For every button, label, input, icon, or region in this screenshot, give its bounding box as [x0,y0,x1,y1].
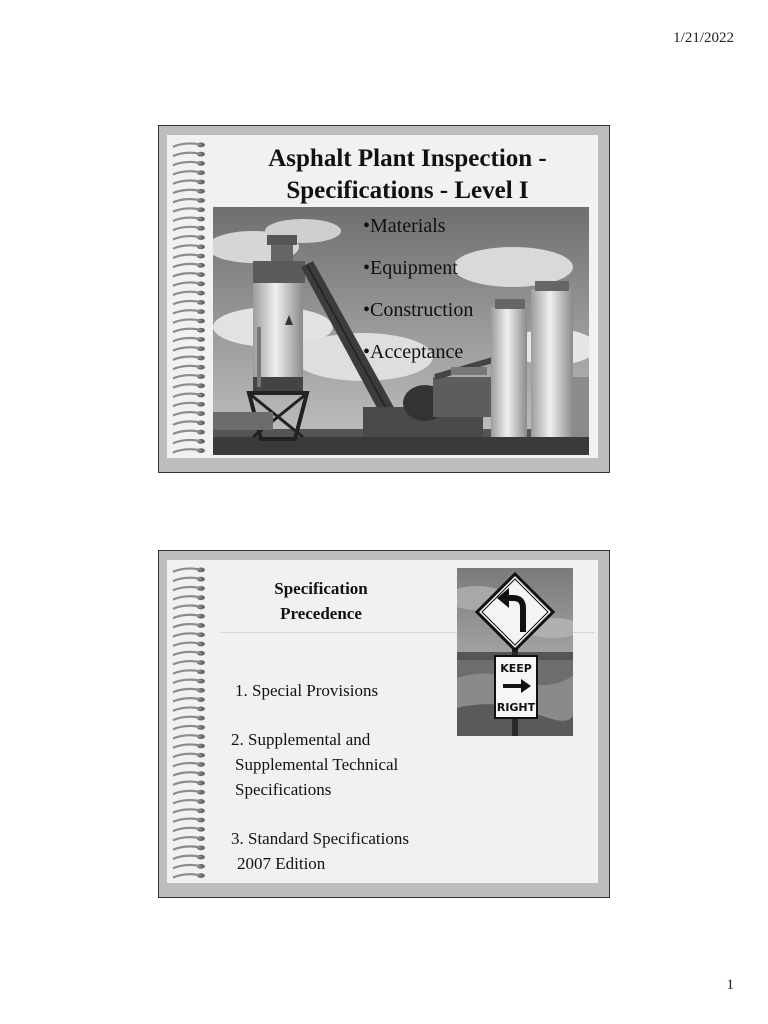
road-sign-photo [457,568,573,736]
spiral-binding-icon [167,139,213,454]
list-item-line: 2007 Edition [237,854,326,873]
precedence-list [231,678,409,883]
slide-1-title-line-2: Specifications - Level I [286,177,529,204]
spiral-binding-icon [167,564,213,879]
list-item [231,727,409,802]
slide-1-title-line-1: Asphalt Plant Inspection - [268,145,547,172]
slide-1-thumbnail [158,125,610,473]
bullet-item: •Equipment [363,257,458,279]
slide-2-thumbnail [158,550,610,898]
bullet-item: •Acceptance [363,341,464,363]
slide-1-bullet-list [363,205,473,373]
slide-1-title [221,143,594,207]
list-item [231,826,409,876]
bullet-item: •Construction [363,299,474,321]
list-item-line: 3. Standard Specifications [231,829,409,848]
bullet-item: •Materials [363,215,446,237]
list-item-line: Specifications [235,780,332,799]
slide-2-title [237,576,405,626]
list-item-line: Supplemental Technical [235,755,399,774]
list-item-line: 2. Supplemental and [231,730,371,749]
right-sign-text: RIGHT [496,701,536,714]
slide-2-title-line-2: Precedence [280,604,362,623]
list-item [231,678,409,703]
slide-2-canvas [167,560,598,883]
list-item-line: 1. Special Provisions [235,681,379,700]
page-date: 1/21/2022 [673,30,734,46]
slide-2-title-line-1: Specification [274,579,368,598]
slide-1-canvas [167,135,598,458]
keep-sign-text: KEEP [500,662,532,675]
page-number: 1 [726,977,734,993]
